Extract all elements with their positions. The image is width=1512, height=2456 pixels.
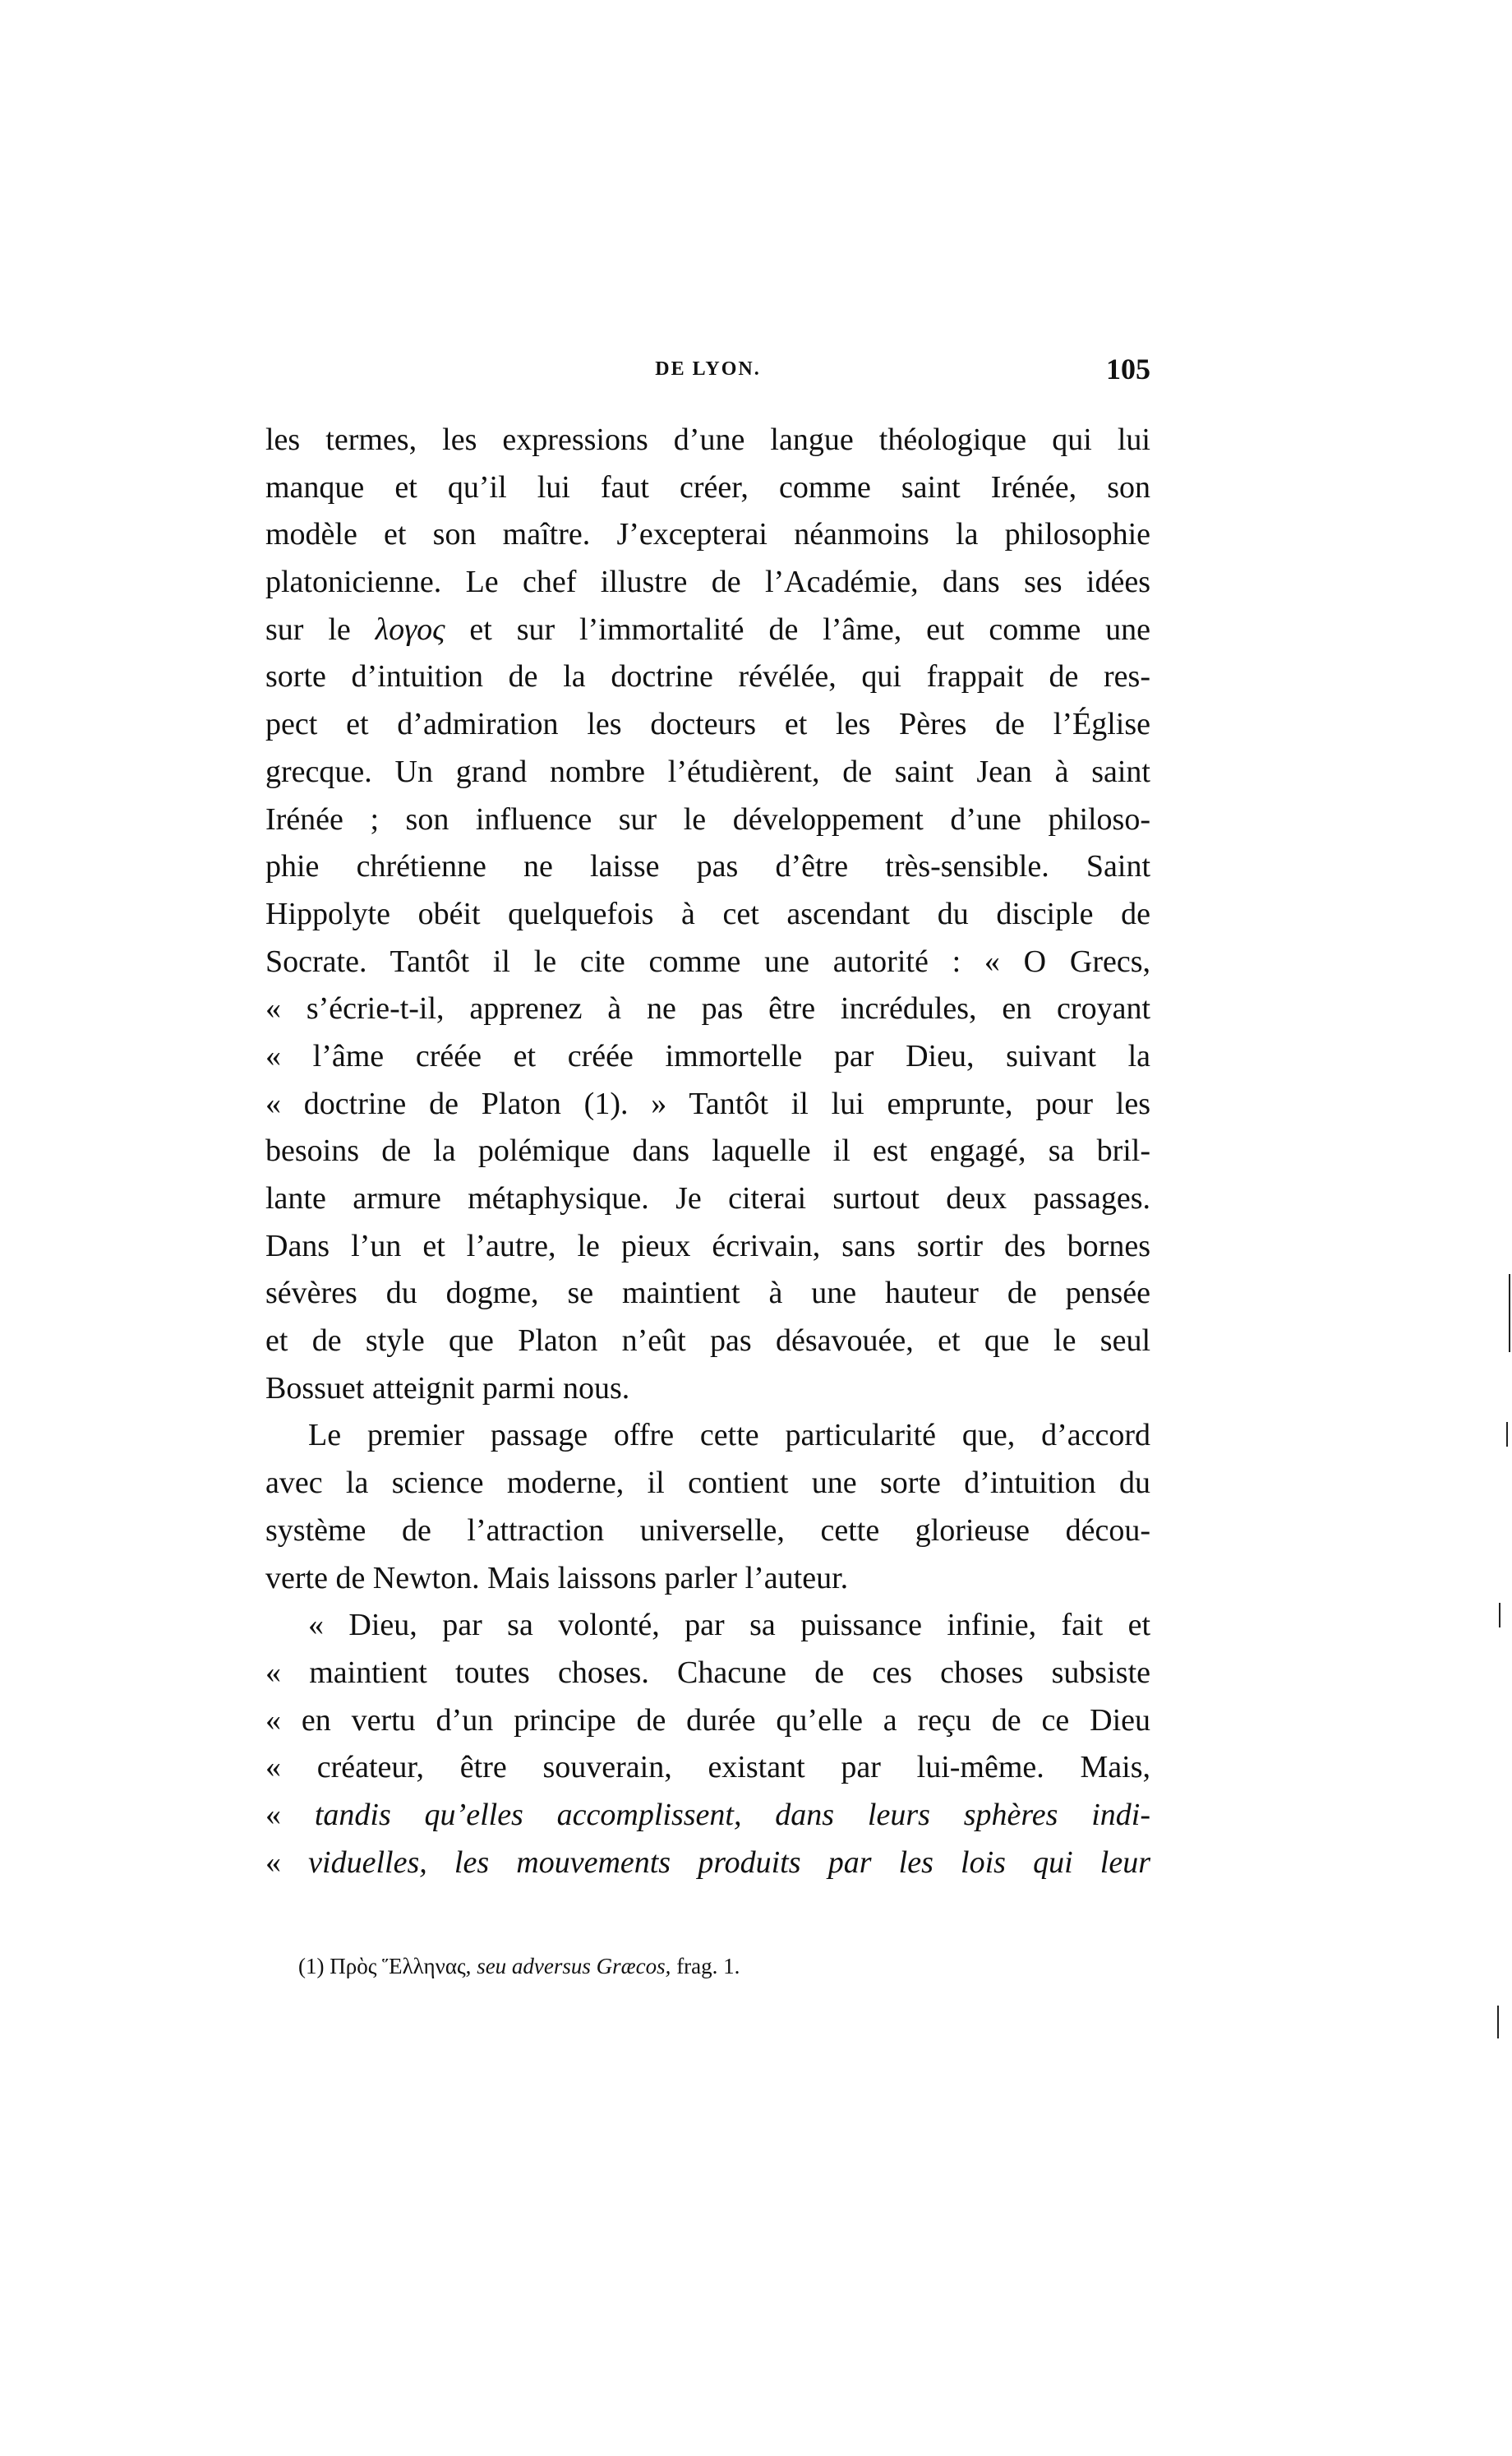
greek-word-logos: λογος: [375, 612, 445, 647]
text-line: grecque. Un grand nombre l’étudièrent, de saint Jean à saint: [265, 754, 1150, 789]
footnote-greek-title: Πρὸς Ἕλληνας,: [330, 1954, 472, 1978]
text-line: Bossuet atteignit parmi nous.: [265, 1370, 630, 1406]
text-line: verte de Newton. Mais laissons parler l’auteur.: [265, 1560, 849, 1595]
scan-artifact-line: [1509, 1274, 1510, 1352]
text-line: modèle et son maître. J’excepterai néanmoins la philosophie: [265, 517, 1150, 552]
text-fragment: «: [265, 1797, 315, 1832]
scan-artifact-line: [1499, 1603, 1500, 1627]
footnote-reference: frag. 1.: [671, 1954, 740, 1978]
body-text: [265, 417, 1150, 1886]
text-line: manque et qu’il lui faut créer, comme saint Irénée, son: [265, 469, 1150, 505]
page-number: 105: [1106, 353, 1150, 385]
text-line: [265, 1840, 1150, 1887]
text-line: pect et d’admiration les docteurs et les Pères de l’Église: [265, 707, 1150, 742]
italic-fragment: tandis qu’elles accomplissent, dans leurs sphères indi-: [314, 1797, 1150, 1832]
text-line: platonicienne. Le chef illustre de l’Académie, dans ses idées: [265, 565, 1150, 600]
running-title: DE LYON.: [655, 358, 761, 380]
text-line: sorte d’intuition de la doctrine révélée, qui frappait de res-: [265, 659, 1150, 695]
footnote-marker: (1): [298, 1954, 330, 1978]
text-line: Dans l’un et l’autre, le pieux écrivain, sans sortir des bornes: [265, 1228, 1150, 1263]
text-line: « en vertu d’un principe de durée qu’elle a reçu de ce Dieu: [265, 1702, 1150, 1738]
text-line: phie chrétienne ne laisse pas d’être très-sensible. Saint: [265, 849, 1150, 884]
text-fragment: et sur l’immortalité de l’âme, eut comme une: [445, 612, 1151, 647]
text-line: « maintient toutes choses. Chacune de ces choses subsiste: [265, 1655, 1150, 1690]
text-line: et de style que Platon n’eût pas désavouée, et que le seul: [265, 1323, 1150, 1359]
text-line: sévères du dogme, se maintient à une hauteur de pensée: [265, 1276, 1150, 1311]
text-line: [265, 1792, 1150, 1840]
text-line: besoins de la polémique dans laquelle il est engagé, sa bril-: [265, 1133, 1150, 1169]
text-line: « l’âme créée et créée immortelle par Dieu, suivant la: [265, 1038, 1150, 1073]
text-line: « s’écrie-t-il, apprenez à ne pas être incrédules, en croyant: [265, 991, 1150, 1027]
scan-artifact-line: [1497, 2006, 1499, 2038]
text-line: avec la science moderne, il contient une sorte d’intuition du: [265, 1466, 1150, 1501]
text-line: [265, 607, 1150, 654]
text-line: système de l’attraction universelle, cette glorieuse décou-: [265, 1512, 1150, 1548]
text-line: Hippolyte obéit quelquefois à cet ascendant du disciple de: [265, 896, 1150, 931]
page-header: [265, 352, 1150, 393]
text-fragment: «: [265, 1844, 309, 1880]
text-line: « créateur, être souverain, existant par lui-même. Mais,: [265, 1750, 1150, 1785]
text-line: les termes, les expressions d’une langue théologique qui lui: [265, 422, 1150, 457]
text-line: Irénée ; son influence sur le développement d’une philoso-: [265, 801, 1150, 837]
footnote: [298, 1954, 740, 1979]
text-line: lante armure métaphysique. Je citerai surtout deux passages.: [265, 1181, 1150, 1216]
footnote-latin-title: seu adversus Græcos,: [471, 1954, 671, 1978]
text-fragment: sur le: [265, 612, 376, 647]
text-line: Socrate. Tantôt il le cite comme une autorité : « O Grecs,: [265, 944, 1150, 979]
text-line: « Dieu, par sa volonté, par sa puissance infinie, fait et: [308, 1608, 1150, 1643]
text-line: Le premier passage offre cette particularité que, d’accord: [308, 1418, 1150, 1453]
scan-artifact-line: [1506, 1422, 1508, 1447]
italic-fragment: viduelles, les mouvements produits par les lois qui leur: [308, 1844, 1151, 1880]
text-line: « doctrine de Platon (1). » Tantôt il lui emprunte, pour les: [265, 1086, 1150, 1121]
